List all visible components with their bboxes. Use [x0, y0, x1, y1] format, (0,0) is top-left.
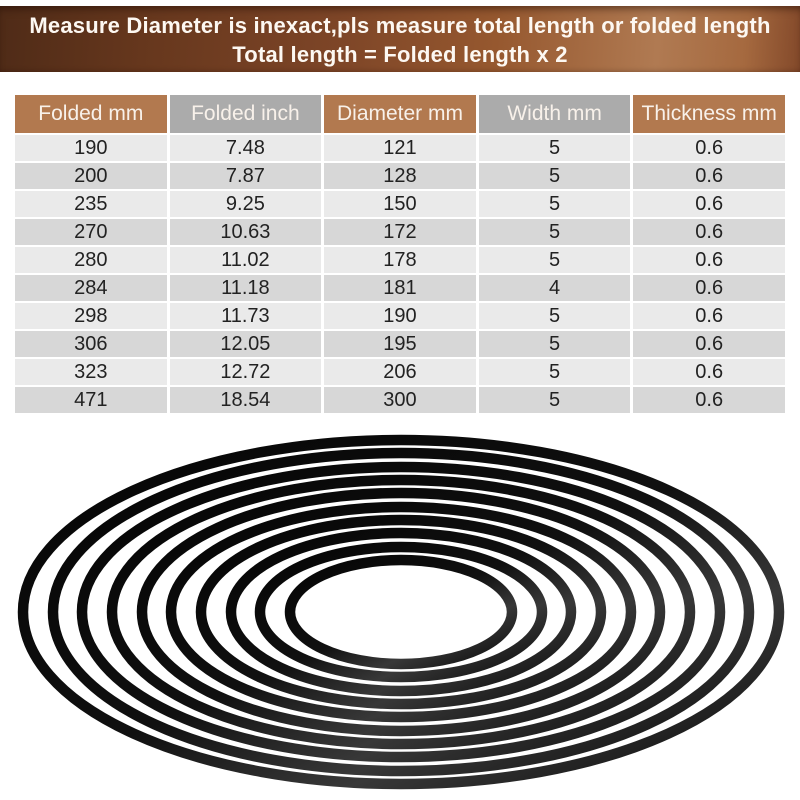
table-cell: 190: [324, 303, 476, 329]
table-cell: 10.63: [170, 219, 322, 245]
table-cell: 4: [479, 275, 631, 301]
table-cell: 200: [15, 163, 167, 189]
table-row: [15, 135, 785, 161]
column-header-diameter-mm: Diameter mm: [324, 95, 476, 133]
belt-ring: [53, 453, 749, 771]
table-row: [15, 275, 785, 301]
table-cell: 172: [324, 219, 476, 245]
belt-rings-group: [23, 440, 779, 784]
table-row: [15, 191, 785, 217]
table-row: [15, 163, 785, 189]
table-row: [15, 359, 785, 385]
table-cell: 5: [479, 191, 631, 217]
table-row: [15, 247, 785, 273]
table-cell: 235: [15, 191, 167, 217]
table-cell: 5: [479, 303, 631, 329]
table-row: [15, 303, 785, 329]
size-table-header: [15, 95, 785, 133]
table-cell: 0.6: [633, 135, 785, 161]
table-cell: 284: [15, 275, 167, 301]
banner-line2: Total length = Folded length x 2: [232, 42, 568, 67]
table-cell: 0.6: [633, 275, 785, 301]
table-cell: 11.02: [170, 247, 322, 273]
table-cell: 323: [15, 359, 167, 385]
table-cell: 0.6: [633, 191, 785, 217]
table-cell: 9.25: [170, 191, 322, 217]
size-table-body: [15, 135, 785, 413]
table-row: [15, 219, 785, 245]
table-cell: 0.6: [633, 359, 785, 385]
table-cell: 5: [479, 387, 631, 413]
table-cell: 280: [15, 247, 167, 273]
table-cell: 5: [479, 163, 631, 189]
table-cell: 11.73: [170, 303, 322, 329]
header-banner: [0, 6, 800, 72]
table-cell: 150: [324, 191, 476, 217]
table-cell: 181: [324, 275, 476, 301]
table-cell: 0.6: [633, 247, 785, 273]
table-cell: 5: [479, 135, 631, 161]
table-cell: 12.72: [170, 359, 322, 385]
table-cell: 270: [15, 219, 167, 245]
table-cell: 0.6: [633, 163, 785, 189]
belt-ring: [260, 547, 542, 677]
table-cell: 190: [15, 135, 167, 161]
belts-photo: [0, 420, 800, 800]
table-cell: 0.6: [633, 303, 785, 329]
column-header-folded-mm: Folded mm: [15, 95, 167, 133]
table-row: [15, 387, 785, 413]
table-cell: 195: [324, 331, 476, 357]
table-cell: 0.6: [633, 387, 785, 413]
table-cell: 121: [324, 135, 476, 161]
column-header-thickness-mm: Thickness mm: [633, 95, 785, 133]
table-cell: 298: [15, 303, 167, 329]
table-cell: 5: [479, 247, 631, 273]
table-cell: 178: [324, 247, 476, 273]
table-cell: 12.05: [170, 331, 322, 357]
table-cell: 300: [324, 387, 476, 413]
table-cell: 0.6: [633, 219, 785, 245]
table-cell: 5: [479, 331, 631, 357]
belt-ring: [290, 560, 512, 664]
table-cell: 471: [15, 387, 167, 413]
table-cell: 11.18: [170, 275, 322, 301]
column-header-folded-inch: Folded inch: [170, 95, 322, 133]
banner-line1: Measure Diameter is inexact,pls measure total length or folded length: [29, 13, 771, 38]
table-cell: 7.87: [170, 163, 322, 189]
table-cell: 5: [479, 359, 631, 385]
size-table: [15, 95, 785, 415]
table-cell: 206: [324, 359, 476, 385]
table-cell: 18.54: [170, 387, 322, 413]
table-cell: 306: [15, 331, 167, 357]
table-cell: 5: [479, 219, 631, 245]
table-cell: 7.48: [170, 135, 322, 161]
column-header-width-mm: Width mm: [479, 95, 631, 133]
table-cell: 0.6: [633, 331, 785, 357]
belt-ring: [171, 507, 631, 717]
table-row: [15, 331, 785, 357]
table-cell: 128: [324, 163, 476, 189]
